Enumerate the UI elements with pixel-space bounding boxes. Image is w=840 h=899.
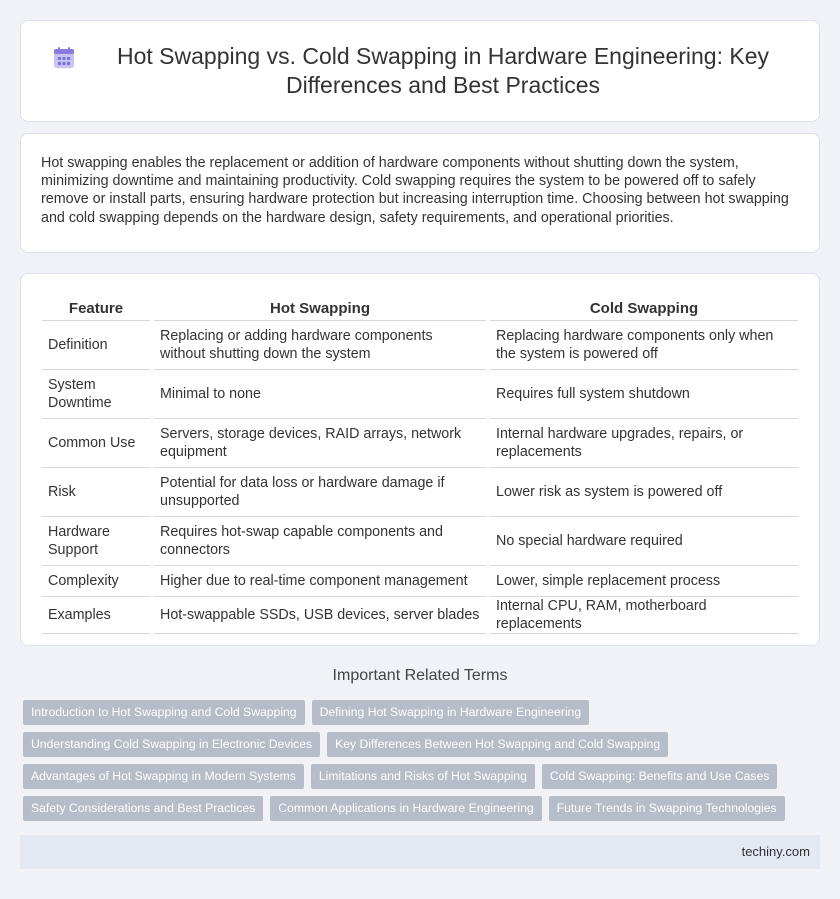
feature-cell: System Downtime (42, 369, 152, 418)
hot-swapping-cell: Potential for data loss or hardware damage if unsupported (152, 467, 488, 516)
tag-row (23, 732, 823, 757)
title-card (20, 20, 820, 122)
feature-cell: Definition (42, 320, 152, 369)
feature-cell: Risk (42, 467, 152, 516)
related-term-tag[interactable]: Advantages of Hot Swapping in Modern Systems (23, 764, 304, 789)
header-feature: Feature (42, 294, 152, 320)
cold-swapping-cell: Lower risk as system is powered off (488, 467, 798, 516)
related-terms-list (23, 700, 823, 828)
cold-swapping-cell: Replacing hardware components only when the system is powered off (488, 320, 798, 369)
comparison-table-card (20, 273, 820, 646)
cold-swapping-cell: Internal hardware upgrades, repairs, or replacements (488, 418, 798, 467)
related-term-tag[interactable]: Introduction to Hot Swapping and Cold Swapping (23, 700, 305, 725)
table-header-row (42, 294, 798, 320)
related-terms-title: Important Related Terms (332, 667, 508, 684)
hot-swapping-cell: Requires hot-swap capable components and connectors (152, 516, 488, 565)
tag-row (23, 796, 823, 821)
cold-swapping-cell: No special hardware required (488, 516, 798, 565)
cold-swapping-cell: Requires full system shutdown (488, 369, 798, 418)
related-term-tag[interactable]: Future Trends in Swapping Technologies (549, 796, 785, 821)
feature-cell: Common Use (42, 418, 152, 467)
header-hot-swapping: Hot Swapping (152, 294, 488, 320)
related-term-tag[interactable]: Common Applications in Hardware Engineering (270, 796, 541, 821)
hot-swapping-cell: Replacing or adding hardware components without shutting down the system (152, 320, 488, 369)
related-term-tag[interactable]: Key Differences Between Hot Swapping and Cold Swapping (327, 732, 668, 757)
cold-swapping-cell: Lower, simple replacement process (488, 565, 798, 596)
feature-cell: Hardware Support (42, 516, 152, 565)
hot-swapping-cell: Hot-swappable SSDs, USB devices, server blades (152, 596, 488, 633)
tag-row (23, 764, 823, 789)
related-term-tag[interactable]: Safety Considerations and Best Practices (23, 796, 263, 821)
table-row (42, 467, 798, 516)
table-row (42, 565, 798, 596)
intro-paragraph: Hot swapping enables the replacement or addition of hardware components without shutting down the system, minimizing downtime and maintaining productivity. Cold swapping requires the system to be powered off to safely remove or install parts, ensuring hardware protection but increasing interruption time. Choosing between hot swapping and cold swapping depends on the hardware design, safety requirements, and operational priorities. (41, 155, 789, 226)
feature-cell: Examples (42, 596, 152, 633)
calendar-icon (51, 45, 77, 71)
related-term-tag[interactable]: Cold Swapping: Benefits and Use Cases (542, 764, 778, 789)
hot-swapping-cell: Servers, storage devices, RAID arrays, network equipment (152, 418, 488, 467)
related-term-tag[interactable]: Understanding Cold Swapping in Electronic Devices (23, 732, 320, 757)
cold-swapping-cell: Internal CPU, RAM, motherboard replacements (488, 596, 798, 633)
table-row (42, 596, 798, 633)
table-row (42, 369, 798, 418)
intro-card (20, 133, 820, 253)
feature-cell: Complexity (42, 565, 152, 596)
footer-site-link[interactable]: techiny.com (741, 844, 810, 859)
table-row (42, 418, 798, 467)
hot-swapping-cell: Minimal to none (152, 369, 488, 418)
related-term-tag[interactable]: Defining Hot Swapping in Hardware Engineering (312, 700, 590, 725)
header-cold-swapping: Cold Swapping (488, 294, 798, 320)
table-row (42, 320, 798, 369)
footer (20, 835, 820, 869)
page-title: Hot Swapping vs. Cold Swapping in Hardware Engineering: Key Differences and Best Practices (116, 43, 770, 98)
tag-row (23, 700, 823, 725)
table-row (42, 516, 798, 565)
hot-swapping-cell: Higher due to real-time component management (152, 565, 488, 596)
comparison-table (42, 294, 798, 634)
related-term-tag[interactable]: Limitations and Risks of Hot Swapping (311, 764, 535, 789)
